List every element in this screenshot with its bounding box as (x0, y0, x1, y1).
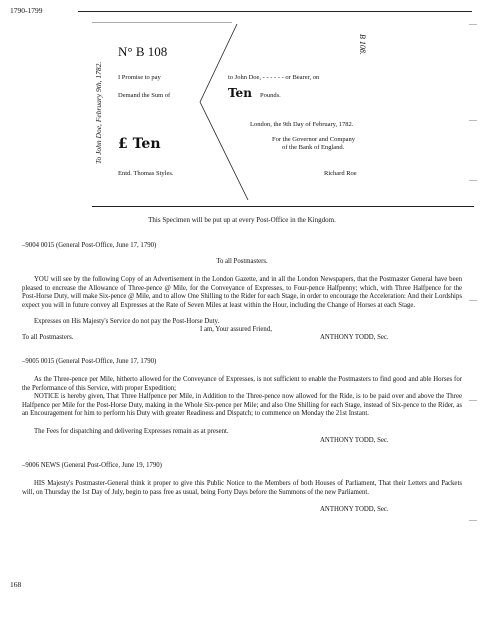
note-number: N° B 108 (118, 44, 168, 59)
paragraph: As the Three-pence per Mile, hitherto allowed for the Conveyance of Expresses, is not sufficient to enable the Postmasters to find good and able Horses for the Performance of this Service, with proper Expedition; (22, 376, 462, 392)
paragraph: Expresses on His Majesty's Service do not pay the Post-Horse Duty. (34, 318, 220, 325)
paragraph: HIS Majesty's Postmaster-General think it proper to give this Public Notice to the Members of both Houses of Parliament, That their Letters and Packets will, on Thursday the 1st Day of July, begin to pass free as usual, being Forty Days before the Summons of the new Parliament. (22, 480, 462, 496)
margin-mark (469, 120, 477, 121)
note-pound-ten: £ Ten (118, 136, 161, 152)
margin-mark (469, 180, 477, 181)
banknote-specimen (92, 22, 374, 200)
paragraph: NOTICE is hereby given, That Three Halfpence per Mile, in Addition to the Three-pence now allowed for the Ride, is to be paid over and above the Three Halfpence per Mile for the Post-Horse Duty, making in the Whole Six-pence per Mile; and also One Shilling for each Stage, instead of Six-pence to the Rider, as an Encouragement for him to perform his Duty with greater Readiness and Dispatch; to commence on Monday the 21st Instant. (22, 393, 462, 418)
note-ten: Ten (228, 86, 252, 100)
margin-mark (469, 24, 477, 25)
note-to-line: to John Doe, - - - - - - or Bearer, on (228, 74, 320, 81)
note-vertical-right: B 108. (358, 34, 367, 55)
specimen-bottom-rule (92, 206, 474, 207)
note-bank: of the Bank of England. (282, 144, 345, 151)
header-rule (78, 11, 472, 12)
paragraph: The Fees for dispatching and delivering Expresses remain as at present. (34, 428, 229, 435)
section-head: –9004 0015 (General Post-Office, June 17, 1790) (22, 242, 157, 249)
margin-mark (469, 520, 477, 521)
section-head: –9005 0015 (General Post-Office, June 17, 1790) (22, 358, 157, 365)
page-number: 168 (10, 580, 22, 589)
note-date-line: London, the 9th Day of February, 1782. (250, 121, 354, 128)
paragraph: YOU will see by the following Copy of an Advertisement in the London Gazette, and in all the London Newspapers, that the Postmaster General have been pleased to encrease the Allowance of Three-pence @ Mile, for the Conveyance of Expresses, to Four-pence Halfpenny; which, with Three Halfpence for the Post-Horse Duty, will make Six-pence @ Mile, and to allow One Shilling to the Rider for each Stage, in order to encourage the Acceleration: And their Lordships expect you will in future convey all Expresses at the Rate of Seven Miles at least within the Hour, including the Change of Horses at each Stage. (22, 276, 462, 309)
margin-mark (469, 400, 477, 401)
addressee: To all Postmasters. (216, 258, 268, 265)
note-demand: Demand the Sum of (118, 92, 171, 99)
salutation: I am, Your assured Friend, (200, 326, 272, 333)
specimen-caption: This Specimen will be put up at every Post-Office in the Kingdom. (148, 216, 336, 224)
note-signer: Richard Roe (324, 170, 357, 177)
note-vertical-left: To John Doe, February 9th, 1782. (94, 61, 103, 164)
signature: ANTHONY TODD, Sec. (320, 506, 389, 513)
signature: ANTHONY TODD, Sec. (320, 334, 389, 341)
margin-mark (469, 300, 477, 301)
signature: ANTHONY TODD, Sec. (320, 437, 389, 444)
note-pounds: Pounds. (260, 92, 281, 99)
note-for-governor: For the Governor and Company (272, 136, 356, 143)
note-promise: I Promise to pay (118, 74, 161, 81)
section-head: –9006 NEWS (General Post-Office, June 19, 1790) (22, 462, 162, 469)
note-entd: Entd. Thomas Styles. (118, 170, 174, 177)
header-year-range: 1790-1799 (10, 6, 43, 15)
closing-addressee: To all Postmasters. (22, 334, 74, 341)
